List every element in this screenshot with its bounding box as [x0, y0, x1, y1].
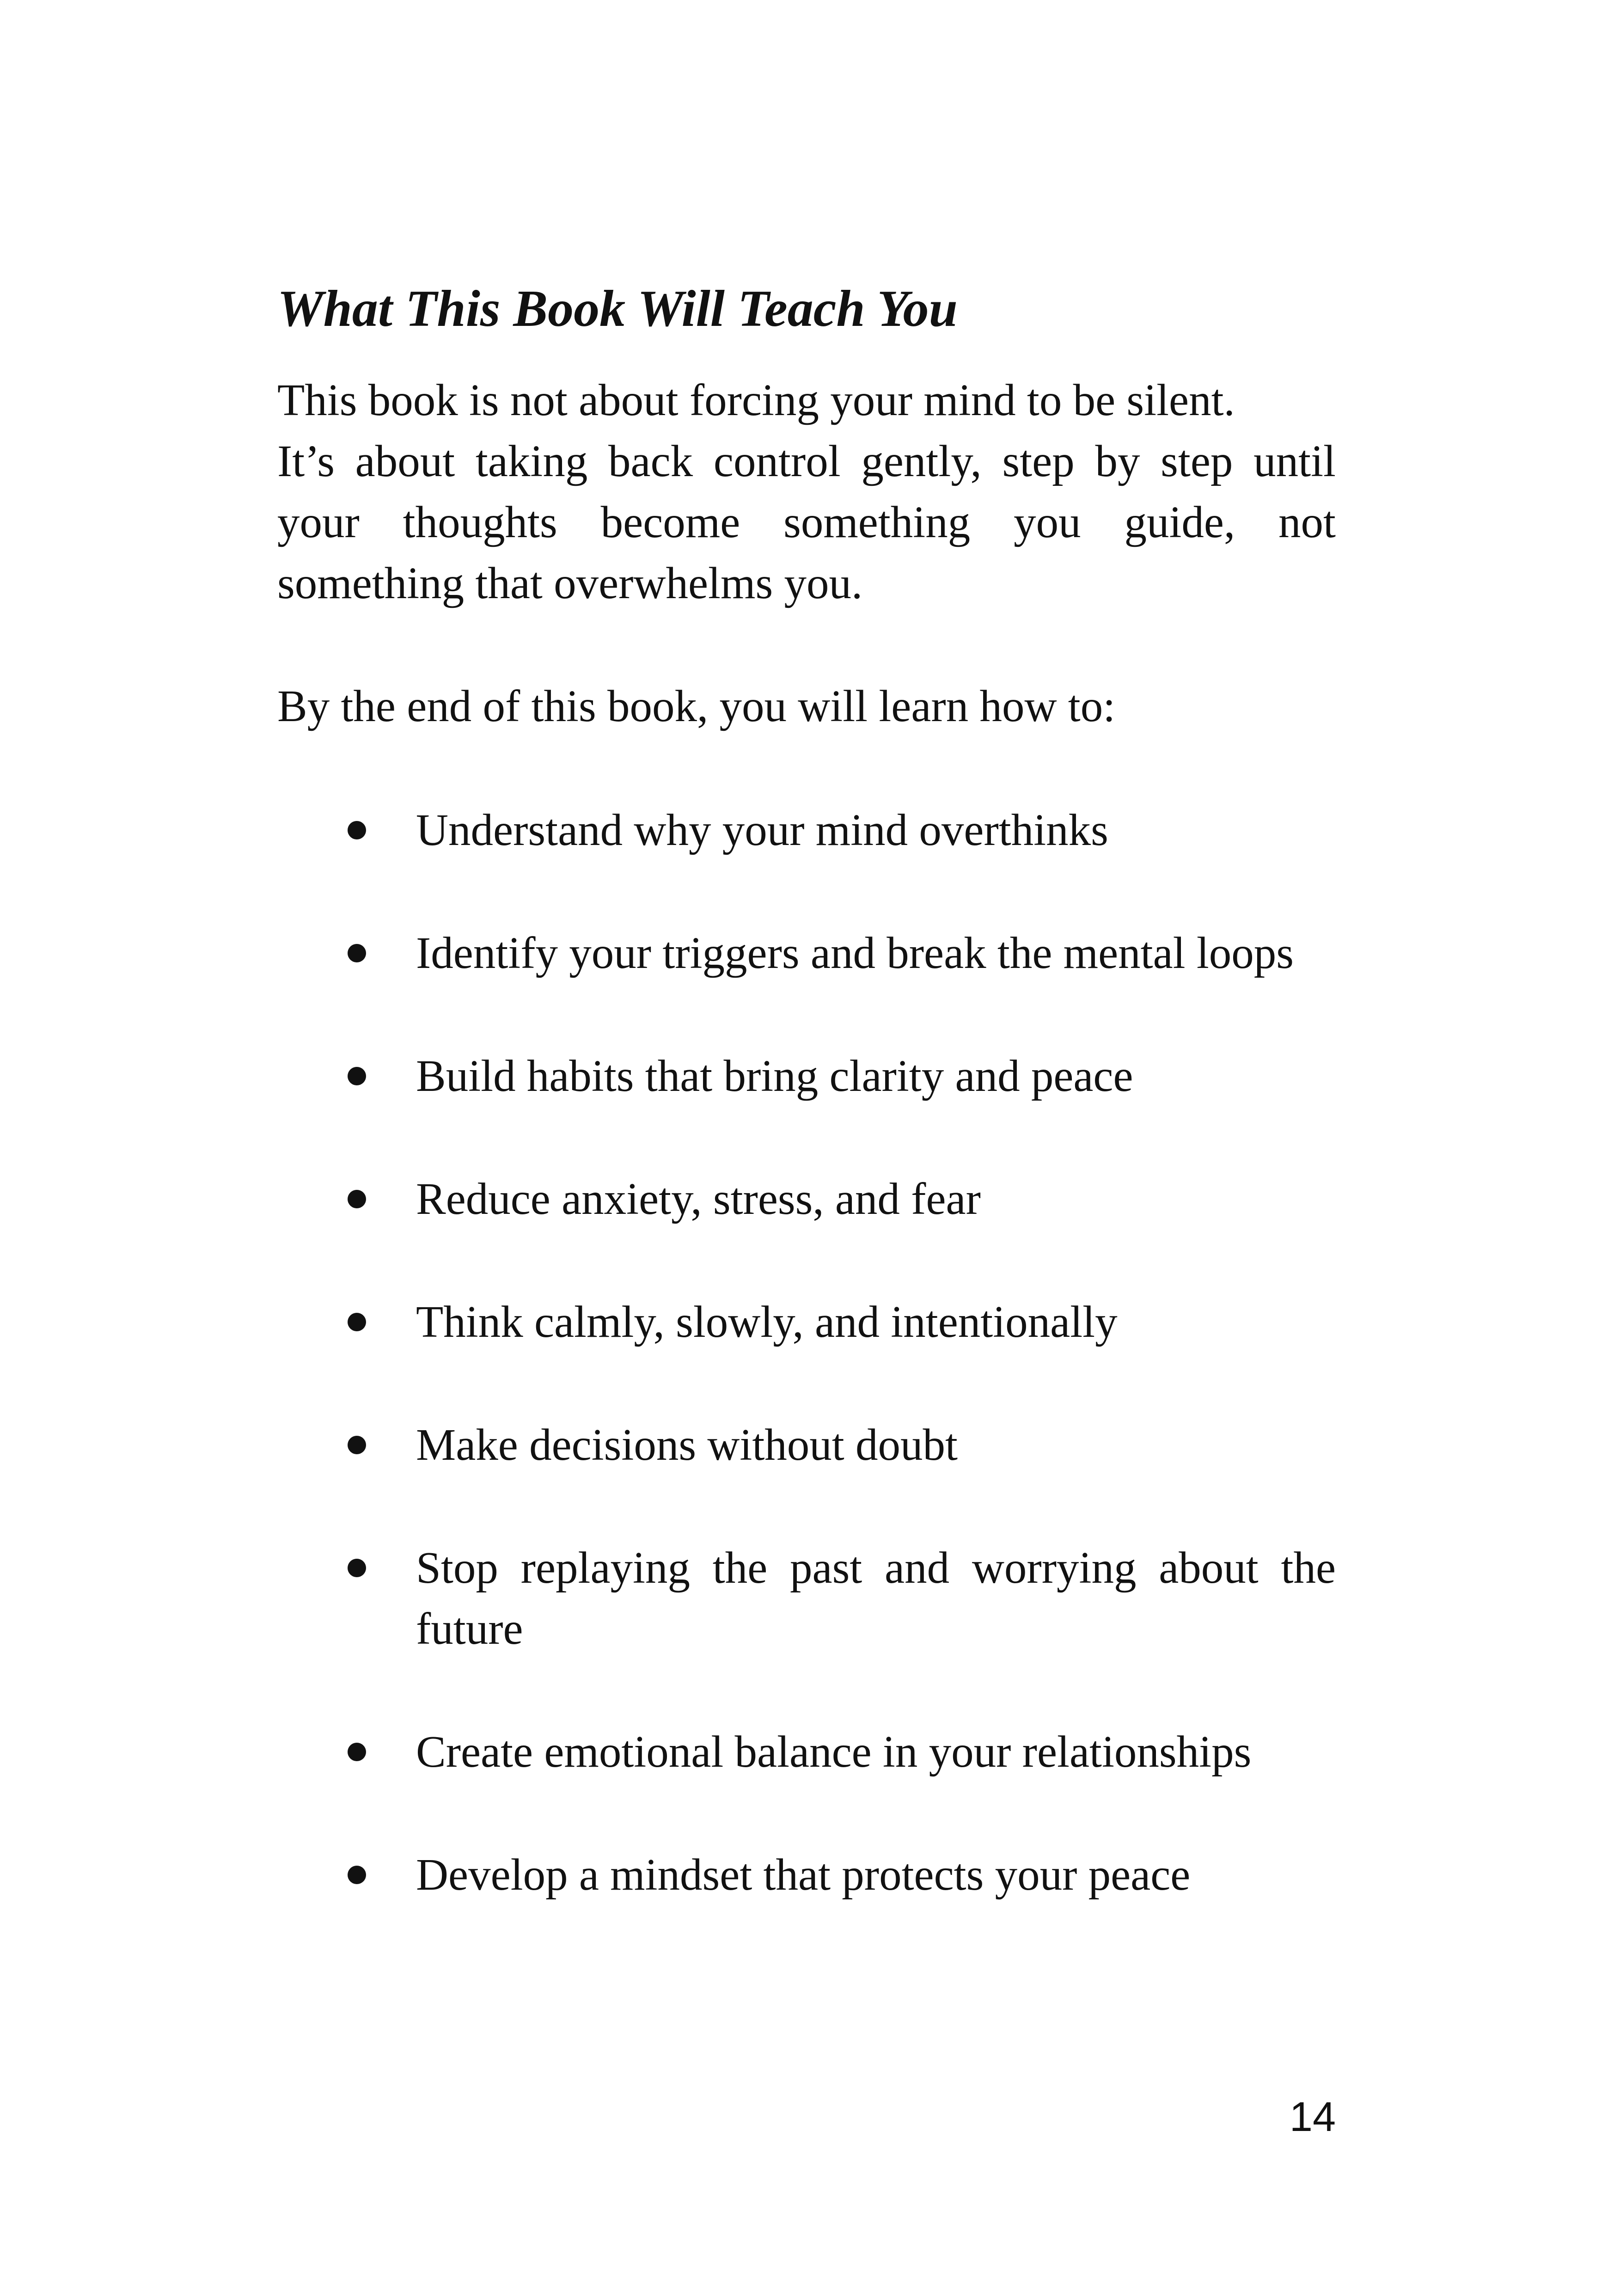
- bullet-icon: [348, 1067, 366, 1085]
- bullet-icon: [348, 1743, 366, 1761]
- list-item-text: Build habits that bring clarity and peace: [416, 1051, 1133, 1101]
- bullet-icon: [348, 944, 366, 962]
- intro-line-1: This book is not about forcing your mind to be silent.: [277, 375, 1235, 425]
- lead-in-text: By the end of this book, you will learn how to:: [277, 681, 1116, 731]
- list-item-text: Identify your triggers and break the mental loops: [416, 928, 1294, 978]
- list-item-text: Reduce anxiety, stress, and fear: [416, 1174, 981, 1224]
- bullet-icon: [348, 1866, 366, 1884]
- bullet-icon: [348, 1190, 366, 1208]
- bullet-icon: [348, 821, 366, 839]
- section-heading: What This Book Will Teach You: [277, 280, 958, 337]
- list-item-text: Develop a mindset that protects your peace: [416, 1850, 1191, 1899]
- list-item-text: Stop replaying the past and worrying about the: [416, 1543, 1336, 1592]
- list-item-text: Understand why your mind overthinks: [416, 805, 1108, 855]
- list-item-text: Create emotional balance in your relationships: [416, 1727, 1252, 1776]
- page-number: 14: [1289, 2094, 1336, 2140]
- bullet-icon: [348, 1559, 366, 1577]
- list-item-text: Think calmly, slowly, and intentionally: [416, 1297, 1118, 1347]
- bullet-icon: [348, 1436, 366, 1454]
- bullet-icon: [348, 1313, 366, 1331]
- list-item-text-continued: future: [416, 1604, 523, 1653]
- intro-line-2: It’s about taking back control gently, step by step until: [277, 436, 1336, 486]
- list-item-text: Make decisions without doubt: [416, 1420, 958, 1469]
- intro-line-3: your thoughts become something you guide, not: [277, 497, 1336, 547]
- intro-line-4: something that overwhelms you.: [277, 558, 863, 608]
